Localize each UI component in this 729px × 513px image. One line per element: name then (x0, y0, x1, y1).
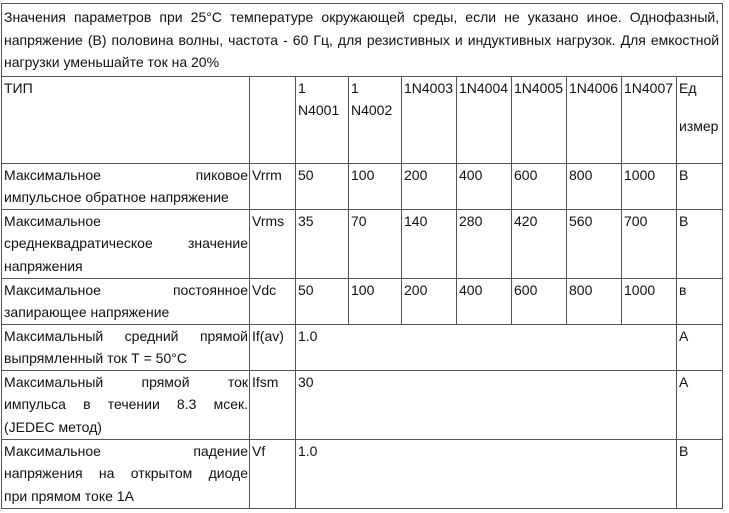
value-cell: 400 (457, 278, 512, 324)
value-cell: 800 (567, 278, 622, 324)
parameter-symbol: Ifsm (250, 370, 296, 439)
model-header-1n4002 (349, 76, 402, 163)
table-row (2, 370, 723, 439)
value-cell: 70 (349, 209, 402, 278)
model-header-1n4004: 1N4004 (457, 76, 512, 163)
unit-cell: В (677, 209, 723, 278)
unit-cell: А (677, 324, 723, 370)
value-cell: 30 (296, 370, 677, 439)
table-row (2, 163, 723, 209)
parameter-line: среднеквадратическое значение (4, 235, 248, 251)
parameter-name (2, 278, 250, 324)
unit-header-line: Ед (679, 79, 697, 96)
parameter-name (2, 209, 250, 278)
diode-parameters-table (1, 3, 723, 509)
value-cell: 560 (567, 209, 622, 278)
value-cell: 100 (349, 163, 402, 209)
value-cell: 420 (512, 209, 567, 278)
parameter-line: напряжения (4, 257, 83, 274)
unit-cell: В (677, 163, 723, 209)
parameter-line: Максимальное пиковое (4, 166, 248, 183)
model-header-line: N4002 (351, 102, 393, 118)
value-cell: 100 (349, 278, 402, 324)
conditions-note: Значения параметров при 25°С температуре окружающей среды, если не указано иное. Однофазный, напряжение (В) половина волны, частота - 60 Гц, для резистивных и индуктивных нагрузок. Для емкостной нагрузки уменьшайте ток на 20% (2, 4, 723, 77)
value-cell: 35 (296, 209, 349, 278)
table-row (2, 439, 723, 508)
parameter-line: напряжения на открытом диоде (4, 465, 248, 481)
table-row (2, 324, 723, 370)
value-cell: 1.0 (296, 324, 677, 370)
notes-row (2, 4, 723, 77)
parameter-symbol: Vdc (250, 278, 296, 324)
value-cell: 400 (457, 163, 512, 209)
model-header-1n4001 (296, 76, 349, 163)
value-cell: 800 (567, 163, 622, 209)
parameter-line: импульса в течении 8.3 мсек. (4, 396, 248, 412)
parameter-line: запирающее напряжение (4, 304, 170, 320)
parameter-line: выпрямленный ток Т = 50°С (4, 350, 187, 366)
model-header-line: N4001 (298, 102, 340, 118)
parameter-symbol: Vrrm (250, 163, 296, 209)
unit-cell: в (677, 278, 723, 324)
model-header-1n4006: 1N4006 (567, 76, 622, 163)
parameter-line: Максимальный прямой ток (4, 373, 248, 390)
parameter-line: импульсное обратное напряжение (4, 189, 229, 205)
model-header-line: 1 (298, 79, 306, 96)
value-cell: 700 (622, 209, 677, 278)
value-cell: 280 (457, 209, 512, 278)
symbol-header (250, 76, 296, 163)
unit-cell: В (677, 439, 723, 508)
value-cell: 1000 (622, 163, 677, 209)
parameter-name (2, 324, 250, 370)
parameter-symbol: Vrms (250, 209, 296, 278)
parameter-line: Максимальный средний прямой (4, 327, 248, 344)
parameter-symbol: Vf (250, 439, 296, 508)
parameter-symbol: If(av) (250, 324, 296, 370)
value-cell: 1000 (622, 278, 677, 324)
value-cell: 50 (296, 163, 349, 209)
parameter-line: Максимальное постоянное (4, 281, 248, 298)
value-cell: 600 (512, 278, 567, 324)
model-header-1n4005: 1N4005 (512, 76, 567, 163)
value-cell: 1.0 (296, 439, 677, 508)
parameter-name (2, 439, 250, 508)
value-cell: 200 (402, 163, 457, 209)
model-header-1n4003: 1N4003 (402, 76, 457, 163)
parameter-name (2, 163, 250, 209)
value-cell: 200 (402, 278, 457, 324)
type-header: ТИП (2, 76, 250, 163)
value-cell: 50 (296, 278, 349, 324)
value-cell: 140 (402, 209, 457, 278)
parameter-name (2, 370, 250, 439)
unit-header (677, 76, 723, 163)
model-header-line: 1 (351, 79, 359, 96)
unit-header-line: измер (679, 118, 719, 134)
model-header-1n4007: 1N4007 (622, 76, 677, 163)
unit-cell: А (677, 370, 723, 439)
value-cell: 600 (512, 163, 567, 209)
parameter-line: Максимальное (4, 212, 101, 229)
parameter-line: Максимальное падение (4, 442, 248, 459)
parameter-line: (JEDEC метод) (4, 418, 102, 435)
table-row (2, 209, 723, 278)
parameter-line: при прямом токе 1А (4, 487, 134, 504)
header-row (2, 76, 723, 163)
table-row (2, 278, 723, 324)
